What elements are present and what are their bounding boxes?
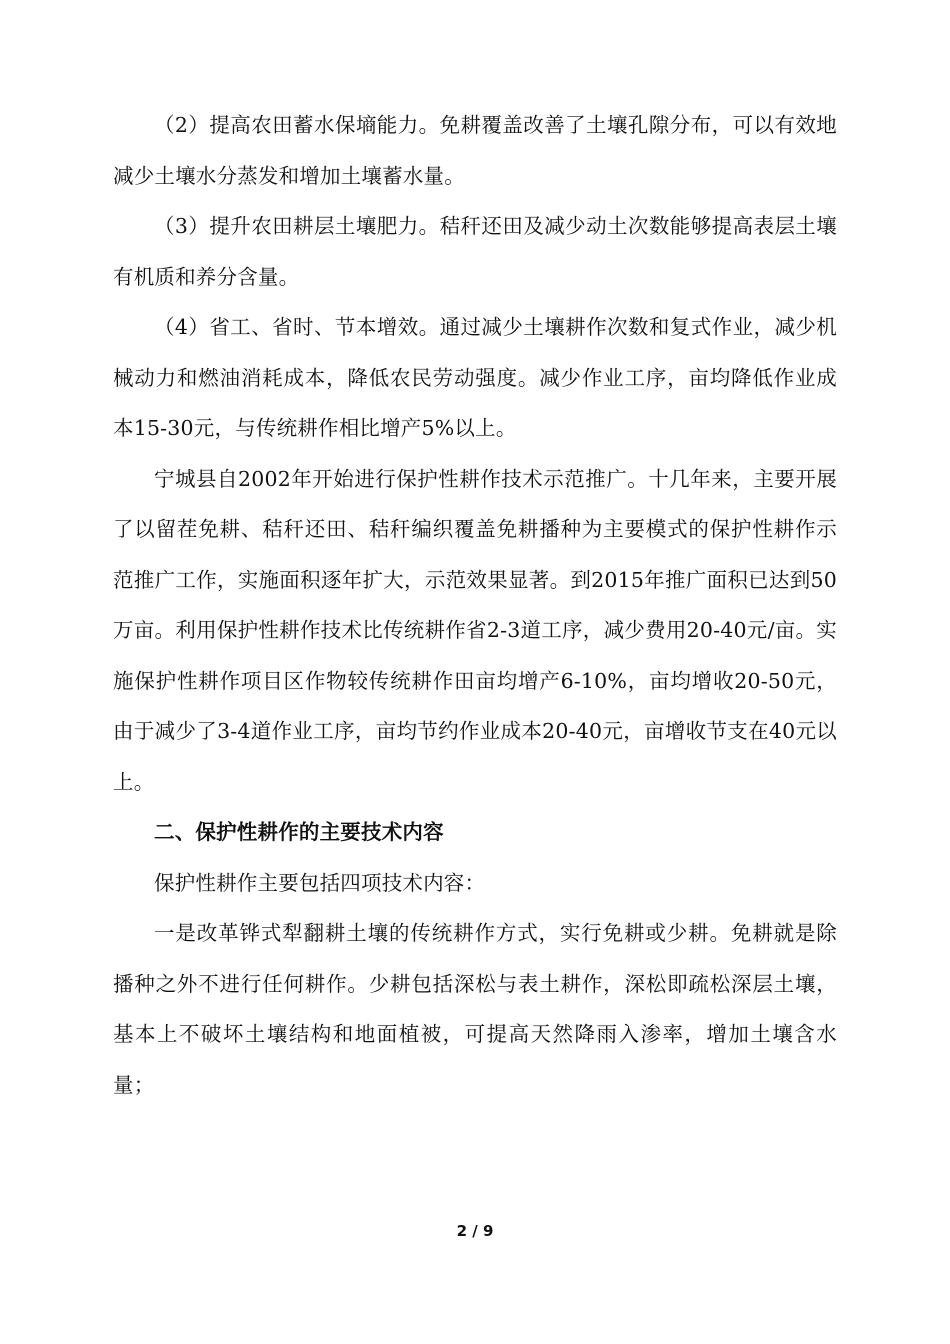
paragraph-four-techniques-intro: 保护性耕作主要包括四项技术内容： bbox=[154, 870, 486, 895]
paragraph-ningcheng-promotion: 宁城县自2002年开始进行保护性耕作技术示范推广。十几年来，主要开展了以留茬免耕、秸秆还田、秸秆编织覆盖免耕播种为主要模式的保护性耕作示范推广工作，实施面积逐年扩大，示范效果显著。到2015年推广面积已达到50万亩。利用保护性耕作技术比传统耕作省2-3道工序，减少费用20-40元/亩。实施保护性耕作项目区作物较传统耕作田亩均增产6-10%，亩均增收20-50元，由于减少了3-4道作业工序，亩均节约作业成本20-40元，亩增收节支在40元以上。 bbox=[113, 466, 837, 794]
page-number: 2 / 9 bbox=[456, 1222, 494, 1240]
section-heading: 二、保护性耕作的主要技术内容 bbox=[154, 820, 444, 844]
paragraph-water-retention: （2）提高农田蓄水保墒能力。免耕覆盖改善了土壤孔隙分布，可以有效地减少土壤水分蒸发和增加土壤蓄水量。 bbox=[113, 113, 837, 188]
paragraph-soil-fertility: （3）提升农田耕层土壤肥力。秸秆还田及减少动土次数能够提高表层土壤有机质和养分含量。 bbox=[113, 214, 837, 289]
paragraph-cost-saving: （4）省工、省时、节本增效。通过减少土壤耕作次数和复式作业，减少机械动力和燃油消耗成本，降低农民劳动强度。减少作业工序，亩均降低作业成本15-30元，与传统耕作相比增产5%以上。 bbox=[113, 315, 837, 440]
paragraph-no-till-reform: 一是改革铧式犁翻耕土壤的传统耕作方式，实行免耕或少耕。免耕就是除播种之外不进行任何耕作。少耕包括深松与表土耕作，深松即疏松深层土壤，基本上不破坏土壤结构和地面植被，可提高天然降雨入渗率，增加土壤含水量； bbox=[113, 921, 837, 1097]
document-body bbox=[113, 100, 837, 1110]
